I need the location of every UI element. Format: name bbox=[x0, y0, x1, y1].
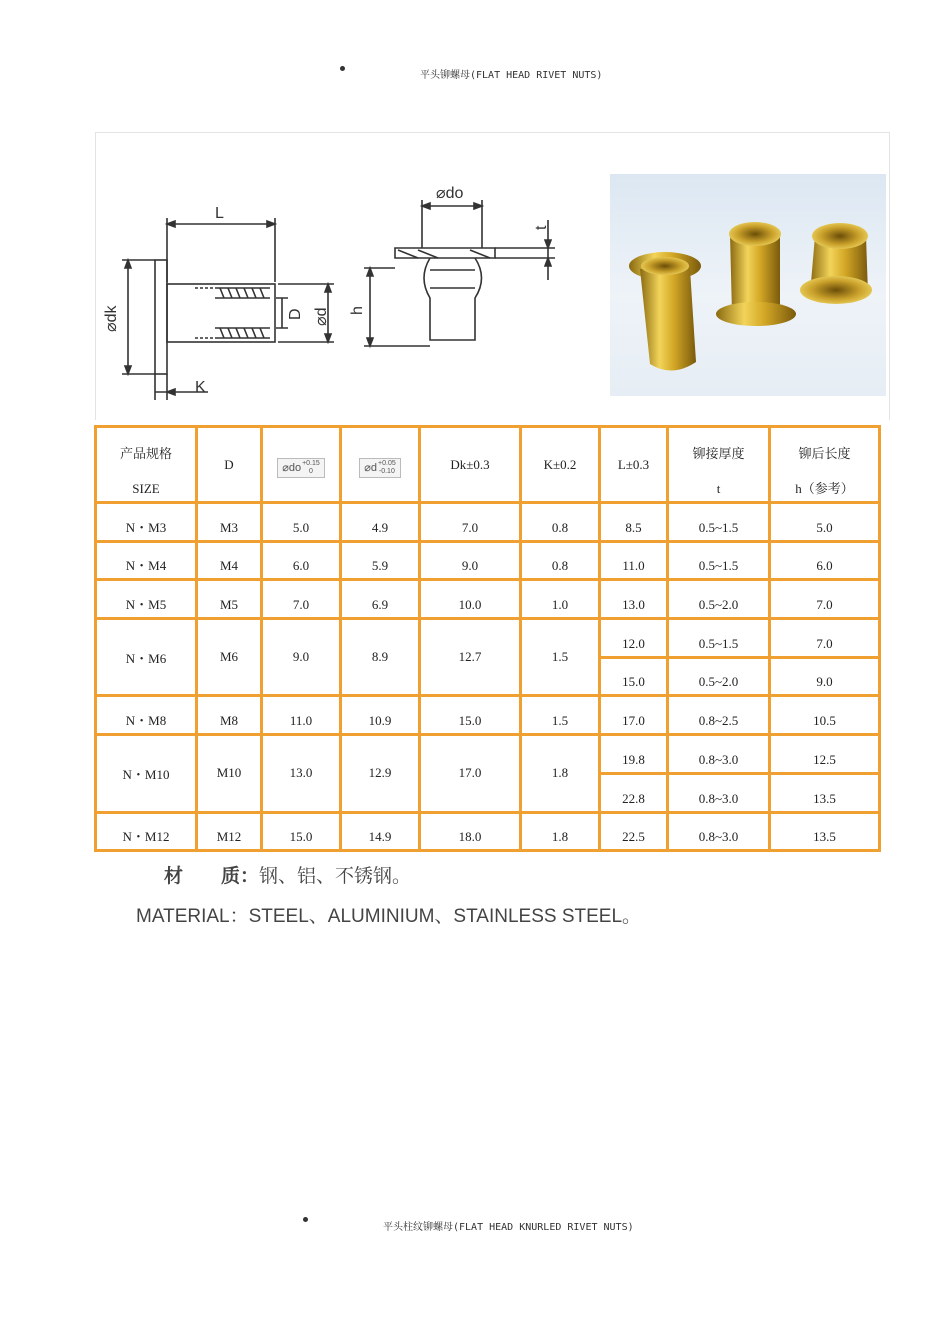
cell-D: M4 bbox=[197, 541, 262, 580]
cell-t: 0.5~2.0 bbox=[668, 580, 770, 619]
cell-k: 0.8 bbox=[521, 503, 600, 542]
table-row bbox=[96, 541, 880, 580]
cell-d: 12.9 bbox=[341, 735, 420, 812]
cell-l: 8.5 bbox=[600, 503, 668, 542]
table-row bbox=[96, 696, 880, 735]
cell-k: 1.5 bbox=[521, 619, 600, 696]
label-d: ⌀d bbox=[313, 307, 330, 326]
cell-l: 13.0 bbox=[600, 580, 668, 619]
cell-h: 6.0 bbox=[770, 541, 880, 580]
table-header-row bbox=[96, 427, 880, 503]
header-h-en: h（参考） bbox=[795, 481, 854, 496]
label-t: t bbox=[533, 225, 550, 230]
header-d-tol-plus: +0.05 bbox=[378, 460, 396, 468]
cell-t: 0.5~1.5 bbox=[668, 503, 770, 542]
cell-t: 0.8~3.0 bbox=[668, 773, 770, 812]
spec-table-body bbox=[96, 503, 880, 851]
cell-l: 15.0 bbox=[600, 657, 668, 696]
cell-do: 11.0 bbox=[262, 696, 341, 735]
cell-l: 19.8 bbox=[600, 735, 668, 774]
cell-do: 6.0 bbox=[262, 541, 341, 580]
cell-D: M8 bbox=[197, 696, 262, 735]
cell-h: 9.0 bbox=[770, 657, 880, 696]
header-bullet bbox=[340, 66, 345, 71]
table-row bbox=[96, 735, 880, 774]
label-dk: ⌀dk bbox=[103, 305, 120, 332]
cell-dk: 17.0 bbox=[420, 735, 521, 812]
cell-D: M12 bbox=[197, 812, 262, 851]
cell-dk: 18.0 bbox=[420, 812, 521, 851]
cell-h: 7.0 bbox=[770, 619, 880, 658]
header-t-en: t bbox=[716, 481, 721, 496]
page-title: 平头铆螺母(FLAT HEAD RIVET NUTS) bbox=[420, 70, 603, 81]
cell-d: 10.9 bbox=[341, 696, 420, 735]
cell-t: 0.5~1.5 bbox=[668, 619, 770, 658]
cell-do: 7.0 bbox=[262, 580, 341, 619]
cell-d: 4.9 bbox=[341, 503, 420, 542]
cell-k: 1.5 bbox=[521, 696, 600, 735]
cell-size: N・M3 bbox=[96, 503, 197, 542]
cell-l: 22.5 bbox=[600, 812, 668, 851]
header-t bbox=[668, 427, 770, 503]
table-row bbox=[96, 580, 880, 619]
cell-l: 17.0 bbox=[600, 696, 668, 735]
cell-dk: 12.7 bbox=[420, 619, 521, 696]
label-do: ⌀do bbox=[436, 185, 464, 202]
header-do-symbol: ⌀do bbox=[282, 462, 302, 474]
cell-l: 22.8 bbox=[600, 773, 668, 812]
label-L: L bbox=[215, 205, 224, 222]
header-k: K±0.2 bbox=[521, 427, 600, 503]
cell-dk: 7.0 bbox=[420, 503, 521, 542]
footer-bullet bbox=[303, 1217, 308, 1222]
spec-table bbox=[94, 425, 881, 852]
cell-k: 1.8 bbox=[521, 735, 600, 812]
cell-d: 8.9 bbox=[341, 619, 420, 696]
cell-dk: 10.0 bbox=[420, 580, 521, 619]
cell-size: N・M10 bbox=[96, 735, 197, 812]
cell-D: M3 bbox=[197, 503, 262, 542]
cell-do: 13.0 bbox=[262, 735, 341, 812]
cell-D: M10 bbox=[197, 735, 262, 812]
header-do bbox=[262, 427, 341, 503]
cell-size: N・M4 bbox=[96, 541, 197, 580]
cell-t: 0.8~3.0 bbox=[668, 735, 770, 774]
cell-size: N・M8 bbox=[96, 696, 197, 735]
header-size bbox=[96, 427, 197, 503]
material-cn-value: 钢、铝、不锈钢。 bbox=[259, 865, 412, 887]
header-do-tol-minus: 0 bbox=[308, 468, 313, 476]
cell-D: M5 bbox=[197, 580, 262, 619]
label-K: K bbox=[195, 379, 206, 396]
header-D: D bbox=[197, 427, 262, 503]
material-en: MATERIAL：STEEL、ALUMINIUM、STAINLESS STEEL。 bbox=[136, 906, 642, 927]
header-h-cn: 铆后长度 bbox=[798, 446, 851, 461]
cell-h: 13.5 bbox=[770, 773, 880, 812]
cell-d: 14.9 bbox=[341, 812, 420, 851]
cell-k: 0.8 bbox=[521, 541, 600, 580]
product-photo bbox=[610, 174, 886, 396]
header-dk: Dk±0.3 bbox=[420, 427, 521, 503]
cell-t: 0.8~2.5 bbox=[668, 696, 770, 735]
cell-do: 5.0 bbox=[262, 503, 341, 542]
header-t-cn: 铆接厚度 bbox=[692, 446, 745, 461]
cell-size: N・M12 bbox=[96, 812, 197, 851]
header-d bbox=[341, 427, 420, 503]
cell-size: N・M5 bbox=[96, 580, 197, 619]
table-row bbox=[96, 619, 880, 658]
cell-k: 1.8 bbox=[521, 812, 600, 851]
cell-d: 6.9 bbox=[341, 580, 420, 619]
material-label: 材 质： bbox=[164, 865, 260, 887]
header-d-tol-minus: -0.10 bbox=[378, 468, 395, 476]
cell-dk: 9.0 bbox=[420, 541, 521, 580]
cell-t: 0.5~2.0 bbox=[668, 657, 770, 696]
header-size-cn: 产品规格 bbox=[119, 446, 172, 461]
cell-size: N・M6 bbox=[96, 619, 197, 696]
cell-t: 0.5~1.5 bbox=[668, 541, 770, 580]
cell-h: 7.0 bbox=[770, 580, 880, 619]
cell-do: 15.0 bbox=[262, 812, 341, 851]
header-do-tol-plus: +0.15 bbox=[302, 460, 320, 468]
cell-d: 5.9 bbox=[341, 541, 420, 580]
cell-do: 9.0 bbox=[262, 619, 341, 696]
header-d-symbol: ⌀d bbox=[364, 462, 378, 474]
cell-l: 12.0 bbox=[600, 619, 668, 658]
next-section-title: 平头柱纹铆螺母(FLAT HEAD KNURLED RIVET NUTS) bbox=[383, 1222, 634, 1233]
cell-D: M6 bbox=[197, 619, 262, 696]
cell-h: 5.0 bbox=[770, 503, 880, 542]
cell-h: 13.5 bbox=[770, 812, 880, 851]
material-cn bbox=[164, 861, 411, 888]
header-h bbox=[770, 427, 880, 503]
cell-h: 12.5 bbox=[770, 735, 880, 774]
header-l: L±0.3 bbox=[600, 427, 668, 503]
cell-h: 10.5 bbox=[770, 696, 880, 735]
rivet-nuts-image bbox=[610, 174, 886, 396]
table-row bbox=[96, 812, 880, 851]
label-D: D bbox=[287, 308, 304, 320]
cell-t: 0.8~3.0 bbox=[668, 812, 770, 851]
header-size-en: SIZE bbox=[132, 481, 160, 496]
cell-dk: 15.0 bbox=[420, 696, 521, 735]
cell-l: 11.0 bbox=[600, 541, 668, 580]
cell-k: 1.0 bbox=[521, 580, 600, 619]
label-h: h bbox=[349, 306, 366, 315]
table-row bbox=[96, 503, 880, 542]
technical-drawing bbox=[100, 170, 570, 410]
